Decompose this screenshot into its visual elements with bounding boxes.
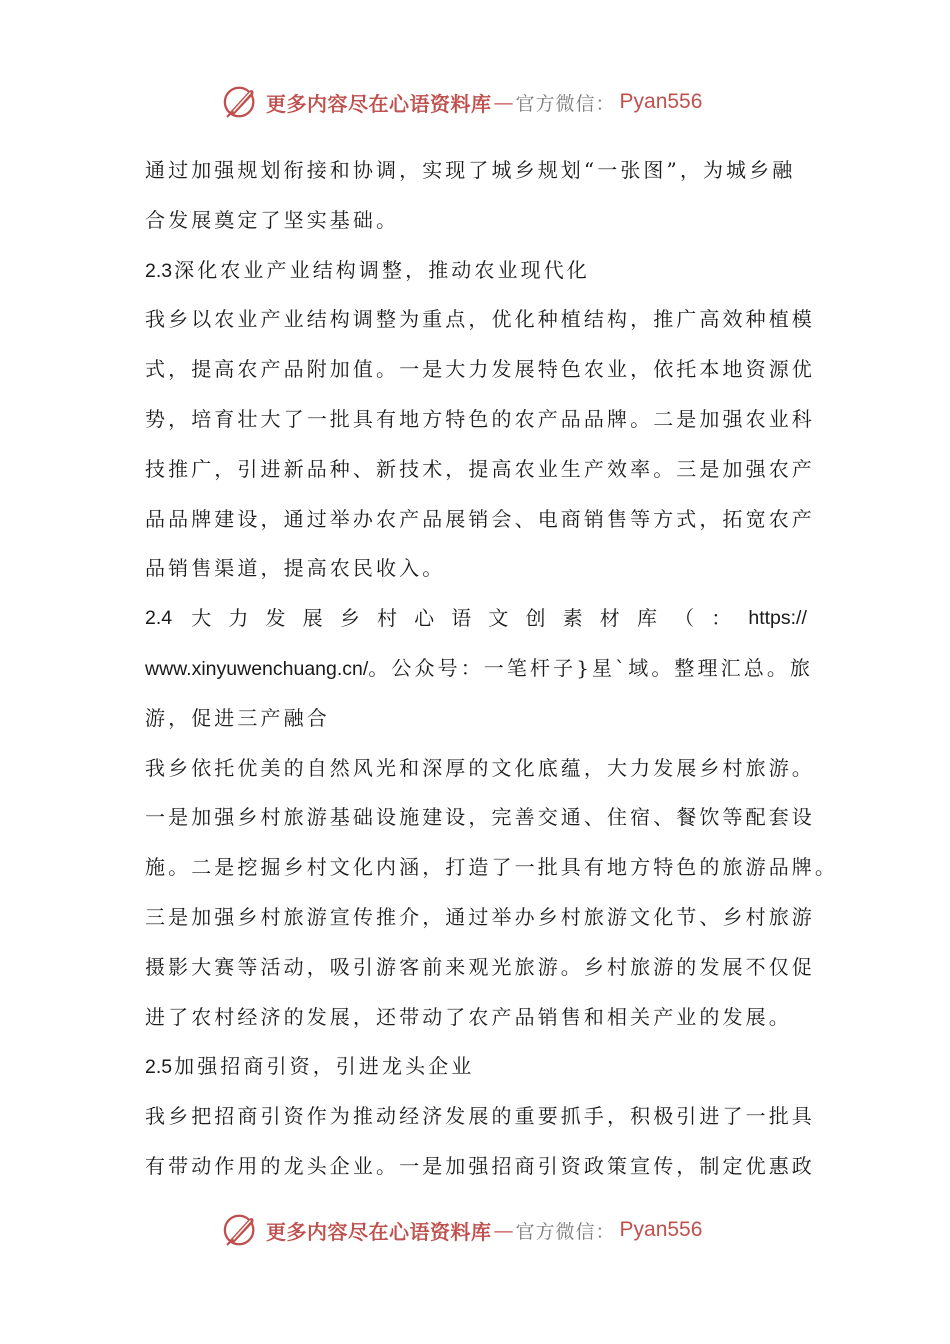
heading-char: 语	[451, 606, 472, 631]
section-number: 2.4	[145, 607, 173, 630]
text-line: 一是加强乡村旅游基础设施建设，完善交通、住宿、餐饮等配套设	[145, 805, 815, 830]
section-heading-2-4	[145, 594, 807, 644]
quill-logo-icon	[222, 83, 260, 121]
text-line: 势，培育壮大了一批具有地方特色的农产品品牌。二是加强农业科	[145, 406, 815, 431]
header-banner-label: 官方微信：	[515, 92, 616, 115]
text-segment: 。公众号：一笔杆子}星`域。整理汇总。旅	[368, 655, 814, 680]
section-title: 加强招商引资，引进龙头企业	[174, 1054, 475, 1079]
text-line	[145, 644, 814, 694]
quill-logo-icon	[222, 1211, 260, 1249]
text-line: 我乡把招商引资作为推动经济发展的重要抓手，积极引进了一批具	[145, 1104, 815, 1129]
section-heading-2-3	[145, 246, 807, 296]
text-line: 通过加强规划衔接和协调，实现了城乡规划“一张图”，为城乡融	[145, 158, 796, 182]
footer-banner-text: 更多内容尽在心语资料库	[266, 1219, 492, 1244]
text-line: 品品牌建设，通过举办农产品展销会、电商销售等方式，拓宽农产	[145, 506, 815, 531]
footer-banner-dash: —	[493, 1218, 514, 1242]
heading-char: 乡	[339, 606, 360, 631]
text-line: 我乡以农业产业结构调整为重点，优化种植结构，推广高效种植模	[145, 307, 815, 332]
header-banner-text: 更多内容尽在心语资料库	[266, 91, 492, 116]
header-banner	[222, 82, 742, 122]
section-number: 2.3	[145, 259, 173, 282]
text-line: 三是加强乡村旅游宣传推介，通过举办乡村旅游文化节、乡村旅游	[145, 904, 815, 929]
text-line: 技推广，引进新品种、新技术，提高农业生产效率。三是加强农产	[145, 456, 815, 481]
heading-char: 心	[414, 606, 435, 631]
heading-char: 展	[302, 606, 323, 631]
text-line: 有带动作用的龙头企业。一是加强招商引资政策宣传，制定优惠政	[145, 1153, 815, 1178]
heading-char: ：	[711, 606, 732, 631]
text-line: 我乡依托优美的自然风光和深厚的文化底蕴，大力发展乡村旅游。	[145, 755, 815, 780]
heading-char: 文	[488, 606, 509, 631]
header-wechat-id: Pyan556	[619, 90, 703, 113]
text-line: 式，提高农产品附加值。一是大力发展特色农业，依托本地资源优	[145, 357, 815, 382]
text-line: 摄影大赛等活动，吸引游客前来观光旅游。乡村旅游的发展不仅促	[145, 954, 815, 979]
heading-char: （	[674, 606, 695, 631]
document-body	[145, 146, 838, 1192]
heading-char: 发	[265, 606, 286, 631]
heading-char: 创	[525, 606, 546, 631]
section-title: 深化农业产业结构调整，推动农业现代化	[174, 257, 590, 282]
heading-char: 大	[191, 606, 212, 631]
header-banner-dash: —	[493, 90, 514, 114]
text-line: 进了农村经济的发展，还带动了农产品销售和相关产业的发展。	[145, 1004, 792, 1029]
website-url-link[interactable]: www.xinyuwenchuang.cn/	[145, 657, 369, 680]
text-line: 品销售渠道，提高农民收入。	[145, 556, 446, 581]
heading-char: 库	[636, 606, 657, 631]
footer-banner	[222, 1210, 742, 1250]
url-prefix-link[interactable]: https://	[748, 607, 807, 630]
heading-char: 材	[599, 606, 620, 631]
footer-banner-label: 官方微信：	[515, 1220, 616, 1243]
section-number: 2.5	[145, 1056, 173, 1079]
text-line: 游，促进三产融合	[145, 705, 330, 730]
heading-char: 素	[562, 606, 583, 631]
footer-wechat-id: Pyan556	[619, 1218, 703, 1241]
text-line: 施。二是挖掘乡村文化内涵，打造了一批具有地方特色的旅游品牌。	[145, 855, 838, 880]
heading-char: 村	[376, 606, 397, 631]
text-line: 合发展奠定了坚实基础。	[145, 207, 400, 232]
heading-char: 力	[228, 606, 249, 631]
section-heading-2-5	[145, 1042, 807, 1092]
